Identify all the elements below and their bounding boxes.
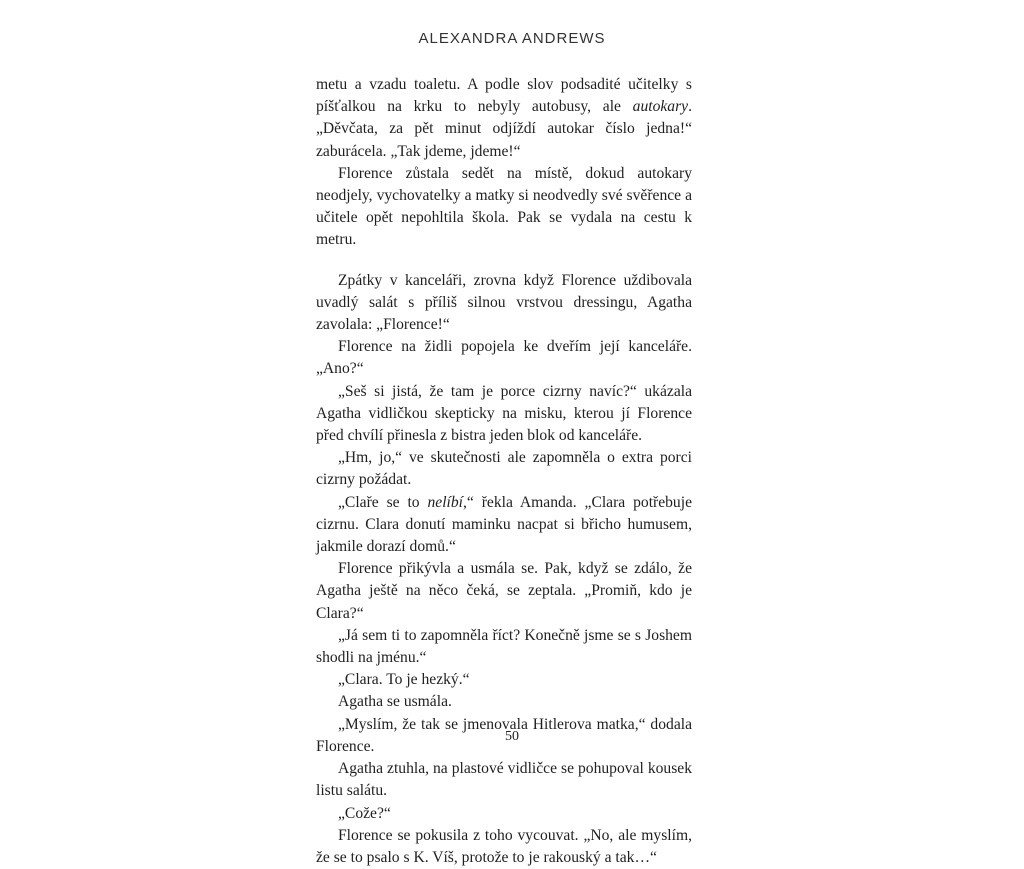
paragraph (316, 669, 692, 691)
text-run: Agatha se usmála. (338, 693, 452, 711)
text-run: „Seš si jistá, že tam je porce cizrny navíc?“ ukázala Agatha vidličkou skepticky na misku, kterou jí Florence před chvílí přinesla z bistra jeden blok od kanceláře. (316, 382, 692, 445)
text-run: . „Děvčata, za pět minut odjíždí autokar číslo jedna!“ zaburácela. „Tak jdeme, jdeme!“ (316, 98, 692, 160)
text-run: Zpátky v kanceláři, zrovna když Florence uždibovala uvadlý salát s příliš silnou vrstvou dressingu, Agatha zavolala: „Florence!“ (316, 271, 692, 334)
text-run: ,“ řekla Amanda. „Clara potřebuje cizrnu. Clara donutí maminku nacpat si břicho humusem, jakmile dorazí domů.“ (316, 493, 692, 556)
text-run: metu a vzadu toaletu. A podle slov podsadité učitelky s píšťalkou na krku to nebyly autobusy, ale (316, 76, 692, 116)
section-break (316, 252, 692, 270)
paragraph (316, 558, 692, 625)
running-head-author: ALEXANDRA ANDREWS (418, 30, 606, 47)
paragraph (316, 270, 692, 337)
text-run: „Hm, jo,“ ve skutečnosti ale zapomněla o extra porci cizrny požádat. (316, 449, 692, 489)
paragraph (316, 803, 692, 825)
page-number: 50 (505, 729, 519, 744)
body-text (316, 74, 692, 869)
text-run: Agatha ztuhla, na plastové vidličce se pohupoval kousek listu salátu. (316, 760, 692, 800)
paragraph (316, 758, 692, 802)
text-section-1 (316, 74, 692, 252)
text-run: „Clara. To je hezký.“ (338, 671, 470, 689)
paragraph (316, 336, 692, 380)
paragraph (316, 381, 692, 448)
text-run: „Cože?“ (338, 804, 391, 822)
text-run: „Já sem ti to zapomněla říct? Konečně jsme se s Joshem shodli na jménu.“ (316, 626, 692, 667)
text-section-2 (316, 270, 692, 869)
text-run: Florence se pokusila z toho vycouvat. „No, ale myslím, že se to psalo s K. Víš, protože to je rakouský a tak…“ (316, 826, 692, 866)
text-run: Florence přikývla a usmála se. Pak, když se zdálo, že Agatha ještě na něco čeká, se zeptala. „Promiň, kdo je Clara?“ (316, 560, 692, 622)
paragraph (316, 691, 692, 713)
paragraph (316, 74, 692, 163)
paragraph (316, 447, 692, 491)
paragraph (316, 625, 692, 669)
paragraph (316, 163, 692, 252)
text-run: „Myslím, že tak se jmenovala Hitlerova matka,“ dodala Florence. (316, 715, 692, 755)
italic-text: autokary (632, 98, 689, 116)
text-run: Florence zůstala sedět na místě, dokud autokary neodjely, vychovatelky a matky si neodvedly své svěřence a učitele opět nepohltila škola. Pak se vydala na cestu k metru. (316, 164, 692, 249)
text-run: Florence na židli popojela ke dveřím její kanceláře. „Ano?“ (316, 338, 692, 378)
text-run: „Claře se to (338, 493, 428, 511)
paragraph (316, 492, 692, 559)
paragraph (316, 825, 692, 869)
italic-text: nelíbí (427, 493, 463, 511)
